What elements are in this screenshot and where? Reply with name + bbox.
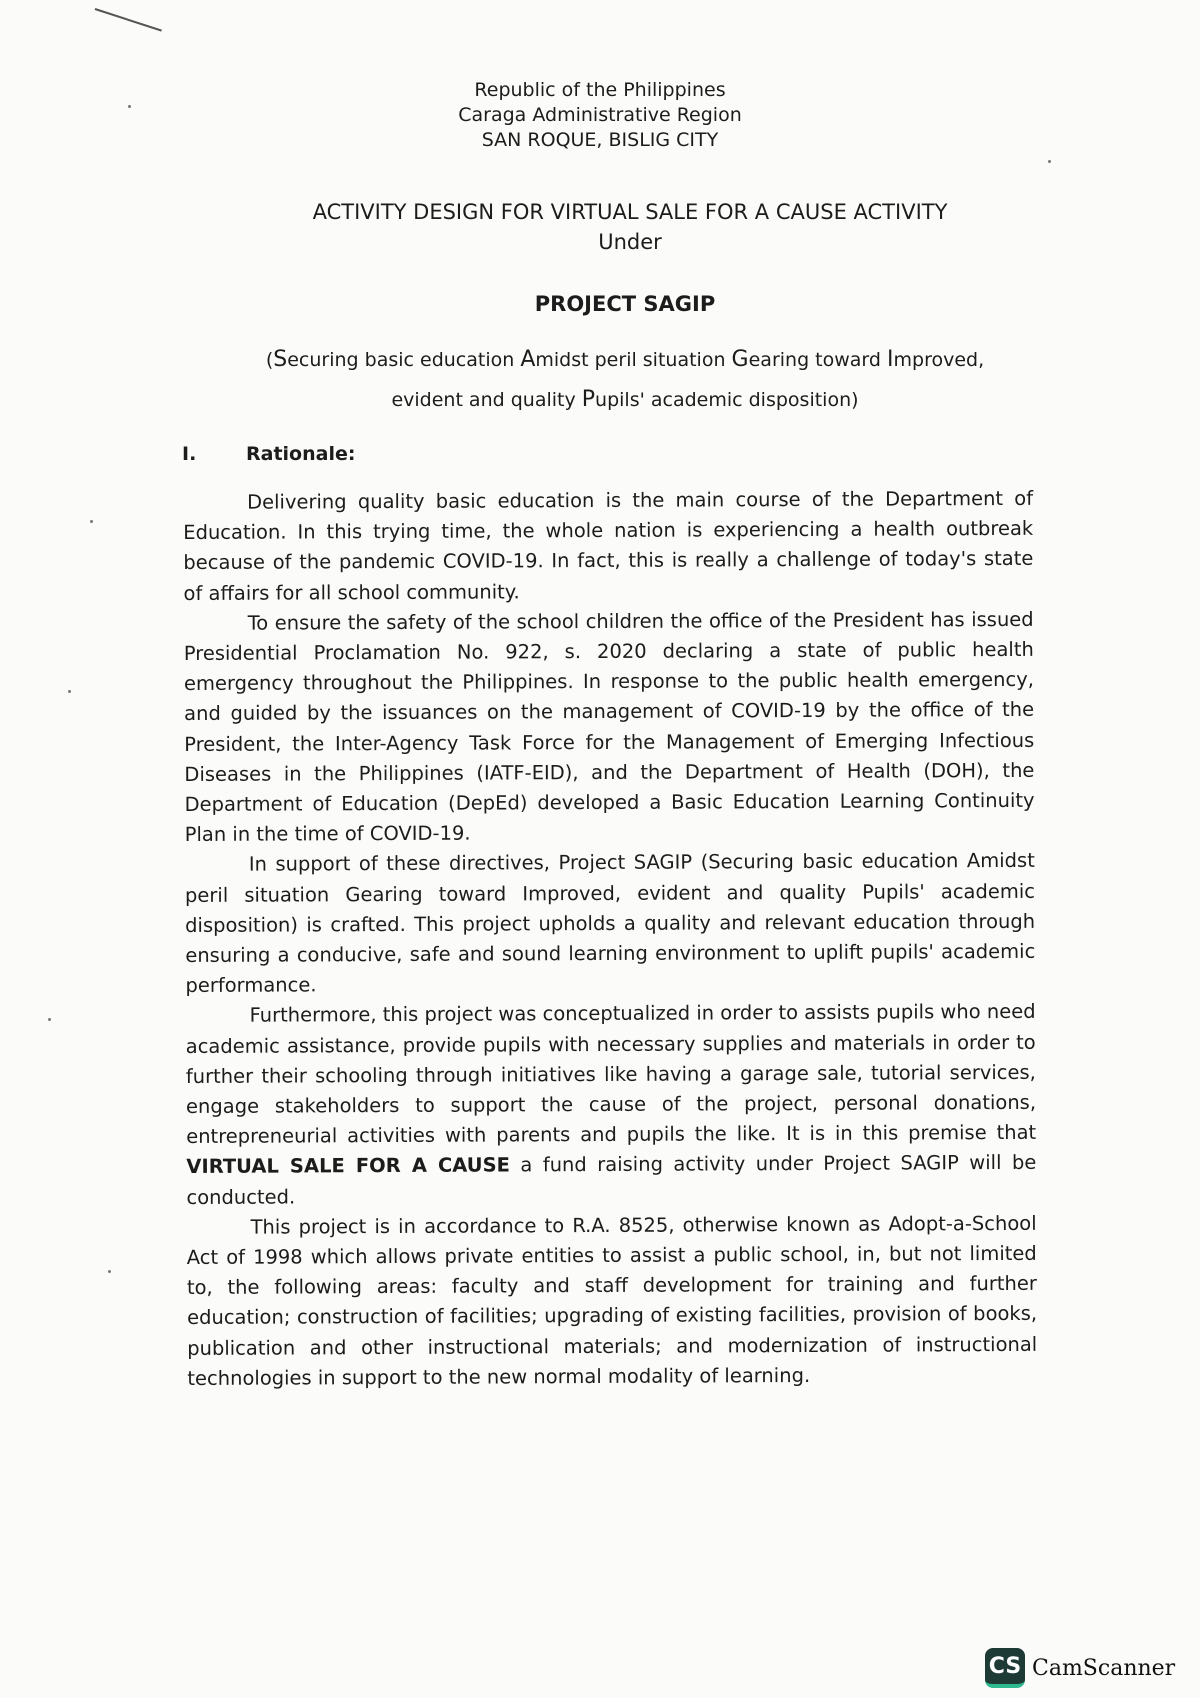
paragraph-text: This project is in accordance to R.A. 8525, otherwise known as Adopt-a-School Act of 1998 which allows private entities to assist a public school, in, but not limited to, the following areas: faculty and staff development for training and further education; construction of facilities; upgrading of existing facilities, provision of books, publication and other instructional materials; and modernization of instructional technologies in support to the new normal modality of learning.	[186, 1211, 1038, 1390]
scan-speck	[90, 520, 93, 523]
acronym-letter: I	[887, 347, 894, 372]
paragraph-2	[184, 605, 1035, 851]
paragraph-1	[183, 484, 1034, 609]
scan-pen-mark	[95, 8, 162, 32]
paragraph-4	[186, 997, 1037, 1213]
letterhead-location: SAN ROQUE, BISLIG CITY	[481, 129, 719, 151]
letterhead-country: Republic of the Philippines	[474, 79, 726, 101]
paragraph-5	[187, 1209, 1038, 1394]
project-name: PROJECT SAGIP	[534, 292, 716, 316]
section-title: Rationale:	[246, 443, 356, 465]
acronym-text: upils' academic disposition)	[595, 389, 859, 411]
document-subtitle: Under	[598, 230, 662, 254]
acronym-text: ecuring basic education	[287, 349, 521, 371]
paragraph-3	[185, 846, 1036, 1001]
camscanner-watermark	[985, 1648, 1175, 1688]
scan-speck	[1048, 160, 1051, 163]
acronym-letter: P	[581, 387, 596, 412]
acronym-letter: S	[273, 347, 288, 372]
section-heading	[182, 443, 355, 465]
acronym-text: midst peril situation	[535, 349, 732, 371]
paragraph-text: To ensure the safety of the school children the office of the President has issued Presidential Proclamation No. 922, s. 2020 declaring a state of public health emergency throughout the Philippines. In response to the public health emergency, and guided by the issuances on the management of COVID-19 by the office of the President, the Inter-Agency Task Force for the Management of Emerging Infectious Diseases in the Philippines (IATF-EID), and the Department of Health (DOH), the Department of Education (DepEd) developed a Basic Education Learning Continuity Plan in the time of COVID-19.	[183, 607, 1035, 847]
letterhead	[0, 78, 1200, 153]
acronym-text: earing toward	[748, 349, 888, 371]
acronym-line-1	[0, 347, 1200, 372]
paragraph-text: In support of these directives, Project SAGIP (Securing basic education Amidst peril situation Gearing toward Improved, evident and quality Pupils' academic disposition) is crafted. This project upholds a quality and relevant education through ensuring a conducive, safe and sound learning environment to uplift pupils' academic performance.	[184, 849, 1036, 998]
activity-name-emphasis: VIRTUAL SALE FOR A CAUSE	[186, 1153, 510, 1179]
acronym-letter: G	[731, 347, 749, 372]
acronym-letter: A	[520, 347, 536, 372]
letterhead-region: Caraga Administrative Region	[458, 104, 742, 126]
paragraph-text: Furthermore, this project was conceptualized in order to assists pupils who need academic assistance, provide pupils with necessary supplies and materials in order to further their schooling through initiatives like having a garage sale, tutorial services, engage stakeholders to support the cause of the project, personal donations, entrepreneurial activities with parents and pupils the like. It is in this premise that	[185, 1000, 1037, 1149]
camscanner-icon: CS	[985, 1648, 1025, 1688]
scan-speck	[108, 1270, 111, 1273]
paragraph-text: a fund raising activity under Project SAGIP will be conducted.	[186, 1151, 1037, 1209]
paragraph-text: Delivering quality basic education is the main course of the Department of Education. In this trying time, the whole nation is experiencing a health outbreak because of the pandemic COVID-19. In fact, this is really a challenge of today's state of affairs for all school community.	[183, 486, 1034, 605]
scan-speck	[48, 1018, 51, 1021]
scan-speck	[68, 690, 71, 693]
rationale-body	[183, 484, 1037, 1394]
acronym-text: mproved,	[893, 349, 985, 371]
acronym-text: evident and quality	[391, 389, 582, 411]
document-title: ACTIVITY DESIGN FOR VIRTUAL SALE FOR A CAUSE ACTIVITY	[312, 200, 948, 224]
camscanner-label: CamScanner	[1032, 1655, 1176, 1681]
acronym-line-2	[0, 387, 1200, 412]
section-number: I.	[182, 443, 197, 465]
acronym-text: (	[265, 349, 274, 371]
